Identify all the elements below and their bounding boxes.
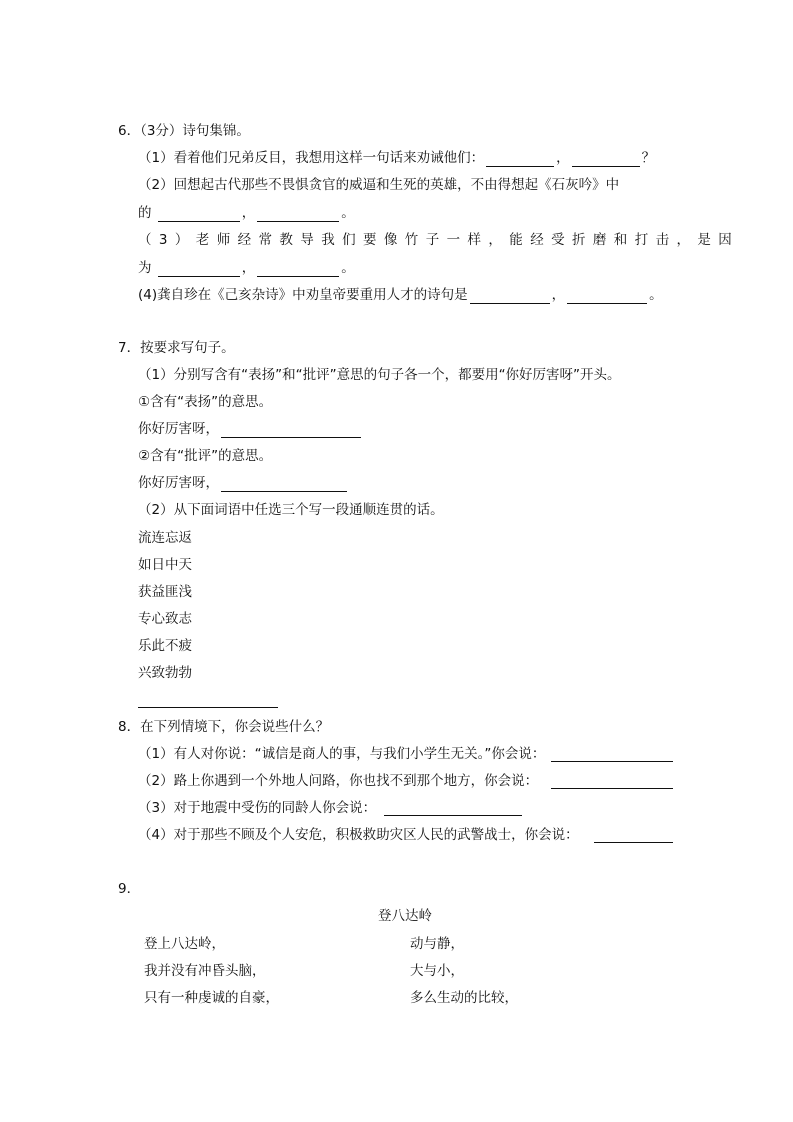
q8-item3: （3）对于地震中受伤的同龄人你会说： — [138, 800, 377, 816]
q8-answer-blank-1[interactable] — [551, 761, 673, 762]
q6-item3-answer-blank-1[interactable] — [158, 262, 240, 277]
q6-item4-sep: ， — [551, 287, 566, 303]
q7-item2: （2）从下面词语中任选三个写一段通顺连贯的话。 — [138, 502, 444, 518]
q6-item3-end: 。 — [341, 260, 355, 276]
q7-paragraph-answer-line[interactable] — [138, 707, 278, 708]
q6-header: 6．（3分）诗句集锦。 — [118, 123, 250, 139]
q6-item3-sep: ， — [241, 260, 256, 276]
q6-item3-answer-blank-2[interactable] — [257, 262, 339, 277]
q6-item1-answer-blank-1[interactable] — [486, 152, 554, 167]
q6-item4-end: 。 — [649, 287, 663, 303]
q7-prompt1-line — [138, 420, 363, 438]
poem-right-line: 动与静， — [410, 936, 464, 952]
q6-item4-answer-blank-1[interactable] — [470, 289, 550, 304]
q7-word: 兴致勃勃 — [138, 665, 192, 681]
q8-answer-blank-4[interactable] — [594, 842, 673, 843]
poem-left-line: 只有一种虔诚的自豪， — [144, 990, 279, 1006]
q8-header: 8．在下列情境下，你会说些什么？ — [118, 719, 330, 735]
q7-word: 如日中天 — [138, 557, 192, 573]
poem-right-line: 多么生动的比较， — [410, 990, 518, 1006]
q6-item2-lead: 的 — [138, 205, 152, 221]
q6-item2-line2 — [138, 204, 355, 222]
q7-word: 流连忘返 — [138, 530, 192, 546]
q6-item1 — [138, 149, 655, 167]
poem-right-line: 大与小， — [410, 963, 464, 979]
q6-item1-end: ？ — [641, 150, 656, 166]
q6-item2-answer-blank-1[interactable] — [158, 207, 240, 222]
q7-sub1: ①含有“表扬”的意思。 — [138, 394, 273, 410]
q8-item2: （2）路上你遇到一个外地人问路，你也找不到那个地方，你会说： — [138, 773, 539, 789]
q6-item3-line2 — [138, 259, 355, 277]
q7-sub2: ②含有“批评”的意思。 — [138, 448, 273, 464]
q6-item4-text: (4)龚自珍在《己亥杂诗》中劝皇帝要重用人才的诗句是 — [138, 287, 468, 303]
q6-item4 — [138, 286, 663, 304]
poem-title: 登八达岭 — [378, 908, 432, 924]
q7-prompt2: 你好厉害呀， — [138, 475, 219, 491]
q8-answer-blank-3[interactable] — [384, 815, 522, 816]
q8-item4: （4）对于那些不顾及个人安危，积极救助灾区人民的武警战士，你会说： — [138, 827, 579, 843]
q6-item4-answer-blank-2[interactable] — [567, 289, 647, 304]
q6-item2-answer-blank-2[interactable] — [257, 207, 339, 222]
q7-word: 专心致志 — [138, 611, 192, 627]
q7-prompt1: 你好厉害呀， — [138, 421, 219, 437]
q6-item3-lead: 为 — [138, 260, 152, 276]
poem-left-line: 登上八达岭， — [144, 936, 225, 952]
q6-item1-answer-blank-2[interactable] — [572, 152, 640, 167]
q6-item1-text: （1）看着他们兄弟反目，我想用这样一句话来劝诫他们： — [138, 150, 485, 166]
q6-item3-line1: （3）老师经常教导我们要像竹子一样，能经受折磨和打击，是因 — [138, 232, 740, 248]
q6-item1-sep: ， — [556, 150, 570, 166]
q8-item1: （1）有人对你说：“诚信是商人的事，与我们小学生无关。”你会说： — [138, 746, 546, 762]
q8-answer-blank-2[interactable] — [551, 788, 673, 789]
poem-left-line: 我并没有冲昏头脑， — [144, 963, 266, 979]
q6-item2-sep: ， — [241, 205, 256, 221]
q6-item2-line1: （2）回想起古代那些不畏惧贪官的威逼和生死的英雄，不由得想起《石灰吟》中 — [138, 177, 620, 193]
q9-header: 9． — [118, 881, 141, 897]
q6-item2-end: 。 — [341, 205, 355, 221]
q7-answer-blank-1[interactable] — [221, 423, 361, 438]
q7-word: 获益匪浅 — [138, 584, 192, 600]
q7-prompt2-line — [138, 474, 349, 492]
q7-answer-blank-2[interactable] — [221, 477, 347, 492]
q7-word: 乐此不疲 — [138, 638, 192, 654]
q7-header: 7．按要求写句子。 — [118, 340, 235, 356]
q7-item1: （1）分别写含有“表扬”和“批评”意思的句子各一个，都要用“你好厉害呀”开头。 — [138, 367, 621, 383]
